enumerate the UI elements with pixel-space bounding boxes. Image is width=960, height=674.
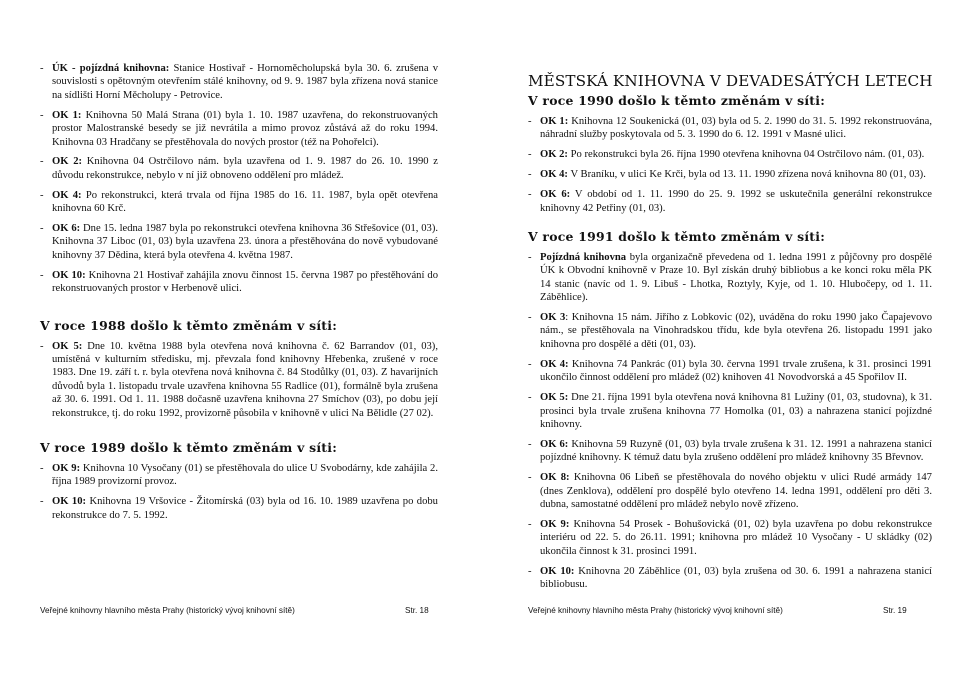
left-column bbox=[40, 62, 438, 529]
section-heading-1991: V roce 1991 došlo k těmto změnám v síti: bbox=[528, 228, 826, 244]
list-item bbox=[528, 518, 932, 558]
list-item bbox=[528, 391, 932, 431]
item-text: Knihovna 54 Prosek - Bohušovická (01, 02) byla uzavřena po dobu rekonstrukce interiéru od 22. 5. do 26.11. 1991; knihovna pro mládež 10 Vysočany - U skládky (02) ukončila činnost k 31. prosinci 1991. bbox=[540, 518, 932, 557]
page-number: Str. 18 bbox=[405, 606, 429, 615]
dash-bullet: - bbox=[528, 149, 532, 161]
section-heading-1990: V roce 1990 došlo k těmto změnám v síti: bbox=[528, 93, 826, 108]
footer-text: Veřejné knihovny hlavního města Prahy (historický vývoj knihovní sítě) bbox=[528, 606, 783, 615]
dash-bullet: - bbox=[40, 463, 44, 475]
item-label: OK 2: bbox=[540, 149, 568, 161]
item-text: : Knihovna 15 nám. Jiřího z Lobkovic (02), uváděna do roku 1990 jako Čapajevovo nám., se přestěhovala na Vinohradskou třídu, kde byla otevřena 26. listopadu 1991 jako knihovna pro dospělé a děti (01, 03). bbox=[540, 312, 932, 350]
item-label: OK 9: bbox=[52, 463, 81, 475]
dash-bullet: - bbox=[528, 565, 532, 577]
dash-bullet: - bbox=[40, 156, 44, 168]
item-text: Knihovna 74 Pankrác (01) byla 30. června 1991 trvale zrušena, k 31. prosinci 1991 ukončilo činnost oddělení pro mládež (02) knihoven 41 Novodvorská a 45 Spořilov II. bbox=[540, 358, 932, 384]
page-title: MĚSTSKÁ KNIHOVNA V DEVADESÁTÝCH LETECH bbox=[528, 72, 933, 90]
item-label: OK 8: bbox=[540, 472, 570, 484]
list-item bbox=[40, 62, 438, 102]
item-label: OK 10: bbox=[52, 496, 87, 508]
item-text: Knihovna 06 Libeň se přestěhovala do nového objektu v ulici Rudé armády 147 (dnes Zenklova), oddělení pro dospělé bylo otevřeno 14. ledna 1991, oddělení pro děti 3. dubna, samostatné oddělení pro mládež nebylo nově zřízeno. bbox=[540, 472, 932, 510]
dash-bullet: - bbox=[40, 496, 44, 508]
dash-bullet: - bbox=[528, 116, 532, 127]
item-text: Knihovna 10 Vysočany (01) se přestěhovala do ulice U Svobodárny, kde zahájila 2. října 1989 provizorní provoz. bbox=[52, 463, 438, 488]
item-label: OK 10: bbox=[52, 269, 86, 281]
list-item bbox=[528, 148, 932, 161]
list-item bbox=[40, 495, 438, 522]
item-label: Pojízdná knihovna bbox=[540, 251, 627, 263]
list-item bbox=[528, 188, 932, 215]
list-item bbox=[528, 311, 932, 351]
list-item bbox=[40, 109, 438, 149]
item-label: OK 5: bbox=[52, 340, 83, 352]
item-text: Po rekonstrukci byla 26. října 1990 otevřena knihovna 04 Ostrčilovo nám. (01, 03). bbox=[570, 149, 925, 161]
item-text: Knihovna 59 Ruzyně (01, 03) byla trvale zrušena k 31. 12. 1991 a nahrazena stanicí pojízdné knihovny. K témuž datu byla zrušeno oddělení pro mládež knihovny 35 Břevnov. bbox=[540, 438, 932, 464]
item-label: ÚK - pojízdná knihovna: bbox=[52, 63, 170, 74]
item-label: OK 6: bbox=[52, 223, 81, 235]
dash-bullet: - bbox=[528, 169, 532, 181]
dash-bullet: - bbox=[528, 472, 532, 484]
list-item bbox=[528, 251, 932, 305]
item-text: V Braníku, v ulici Ke Krči, byla od 13. 11. 1990 zřízena nová knihovna 80 (01, 03). bbox=[570, 169, 926, 181]
list-item bbox=[40, 155, 438, 182]
dash-bullet: - bbox=[528, 392, 532, 404]
list-item bbox=[40, 222, 438, 262]
list-item bbox=[528, 115, 932, 142]
item-label: OK 1: bbox=[52, 109, 82, 121]
item-label: OK 9: bbox=[540, 518, 570, 530]
item-text: V období od 1. 11. 1990 do 25. 9. 1992 se uskutečnila generální rekonstrukce knihovny 42 Petřiny (01, 03). bbox=[540, 189, 932, 214]
dash-bullet: - bbox=[40, 189, 44, 201]
item-text: Knihovna 21 Hostivař zahájila znovu činnost 15. června 1987 po přestěhování do rekonstruovaných prostor v Herbenově ulici. bbox=[52, 269, 438, 295]
dash-bullet: - bbox=[40, 63, 44, 74]
dash-bullet: - bbox=[528, 312, 532, 324]
item-label: OK 6: bbox=[540, 189, 571, 201]
list-item bbox=[528, 565, 932, 592]
dash-bullet: - bbox=[528, 438, 532, 450]
item-text: Dne 21. října 1991 byla otevřena nová knihovna 81 Lužiny (01, 03, studovna), k 31. prosinci byla trvale zrušena knihovna 77 Homolka (01, 03) a nahrazena stanicí pojízdné knihovny. bbox=[540, 392, 932, 430]
dash-bullet: - bbox=[40, 223, 44, 235]
item-text: Knihovna 20 Záběhlice (01, 03) byla zrušena od 30. 6. 1991 a nahrazena stanicí bibliobusu. bbox=[540, 565, 932, 590]
item-text: Knihovna 19 Vršovice - Žitomírská (03) byla od 16. 10. 1989 uzavřena po dobu rekonstrukce do 7. 5. 1992. bbox=[52, 496, 438, 521]
dash-bullet: - bbox=[40, 340, 44, 352]
item-text: Dne 10. května 1988 byla otevřena nová knihovna č. 62 Barrandov (01, 03), umístěná v kulturním středisku, mj. převzala fond knihovny Hřebenka, zrušené v roce 1983. Dne 19. září t. r. byla otevřena nová knihovna č. 84 Stodůlky (01, 03). Z havarijních důvodů byla 1. listopadu trvale uzavřena knihovna 55 Radlice (01), formálně byla zrušena až 30. 6. 1991. Od 1. 11. 1988 dočasně uzavřena knihovna 27 Smíchov (03), po dobu její rekonstrukce, tj. do roku 1992, provizorně působila v knihovně v ulici Na Bělidle (27 02). bbox=[52, 340, 438, 419]
dash-bullet: - bbox=[528, 518, 532, 530]
item-label: OK 5: bbox=[540, 392, 569, 404]
item-text: Knihovna 50 Malá Strana (01) byla 1. 10. 1987 uzavřena, do rekonstruovaných prostor Malostranské besedy se již nevrátila a mimo provoz zůstává až do roku 1994. Knihovna 03 Hradčany se přestěhovala do nových prostor (též na Pohořelci). bbox=[52, 109, 438, 148]
item-text: Po rekonstrukci, která trvala od října 1985 do 16. 11. 1987, byla opět otevřena knihovna 60 Krč. bbox=[52, 189, 438, 215]
item-label: OK 1: bbox=[540, 116, 569, 127]
list-item bbox=[528, 438, 932, 465]
item-label: OK 10: bbox=[540, 565, 575, 577]
list-item bbox=[528, 168, 932, 181]
item-text: byla organizačně převedena od 1. ledna 1991 z půjčovny pro dospělé ÚK k Obvodní knihovně v Praze 10. Byl získán druhý bibliobus a ke konci roku měla PK 14 stanic (navíc od 1. 9. Libuš - Lhotka, Roztyly, Kyje, od 1. 10. Hlubočepy, od 1. 11. Záběhlice). bbox=[540, 251, 932, 304]
dash-bullet: - bbox=[528, 251, 532, 263]
right-page bbox=[480, 0, 960, 674]
item-text: Stanice Hostivař - Hornoměcholupská byla 30. 6. zrušena v souvislosti s opětovným otevřením stálé knihovny, od 9. 9. 1987 byla zřízena nová stanice na sídlišti Horní Měcholupy - Petrovice. bbox=[52, 63, 438, 101]
section-heading-1988: V roce 1988 došlo k těmto změnám v síti: bbox=[40, 317, 338, 333]
dash-bullet: - bbox=[40, 269, 44, 281]
item-label: OK 2: bbox=[52, 156, 83, 168]
dash-bullet: - bbox=[528, 189, 532, 201]
dash-bullet: - bbox=[40, 109, 44, 121]
right-column bbox=[528, 68, 932, 598]
item-label: OK 4: bbox=[540, 358, 569, 370]
item-label: OK 4: bbox=[540, 169, 568, 181]
item-label: OK 3 bbox=[540, 312, 566, 324]
item-text: Dne 15. ledna 1987 byla po rekonstrukci otevřena knihovna 36 Střešovice (01, 03). Knihovna 37 Liboc (01, 03) byla uzavřena 23. února a přestěhována do nově vybudované knihovny 37 Dědina, která byla otevřena 4. května 1987. bbox=[52, 223, 438, 261]
item-text: Knihovna 04 Ostrčilovo nám. byla uzavřena od 1. 9. 1987 do 26. 10. 1990 z důvodu rekonstrukce, nebylo v ní již obnoveno oddělení pro mládež. bbox=[52, 156, 438, 181]
page-number: Str. 19 bbox=[883, 606, 907, 615]
item-text: Knihovna 12 Soukenická (01, 03) byla od 5. 2. 1990 do 31. 5. 1992 rekonstruována, náhradní služby poskytovala od 5. 3. 1990 do 6. 12. 1991 v Masné ulici. bbox=[540, 116, 932, 141]
section-heading-1989: V roce 1989 došlo k těmto změnám v síti: bbox=[40, 440, 338, 456]
item-label: OK 6: bbox=[540, 438, 569, 450]
item-label: OK 4: bbox=[52, 189, 82, 201]
list-item bbox=[40, 269, 438, 296]
list-item bbox=[528, 471, 932, 511]
list-item bbox=[40, 189, 438, 216]
list-item bbox=[40, 462, 438, 489]
dash-bullet: - bbox=[528, 358, 532, 370]
list-item bbox=[40, 340, 438, 420]
footer-text: Veřejné knihovny hlavního města Prahy (historický vývoj knihovní sítě) bbox=[40, 606, 295, 615]
list-item bbox=[528, 358, 932, 385]
